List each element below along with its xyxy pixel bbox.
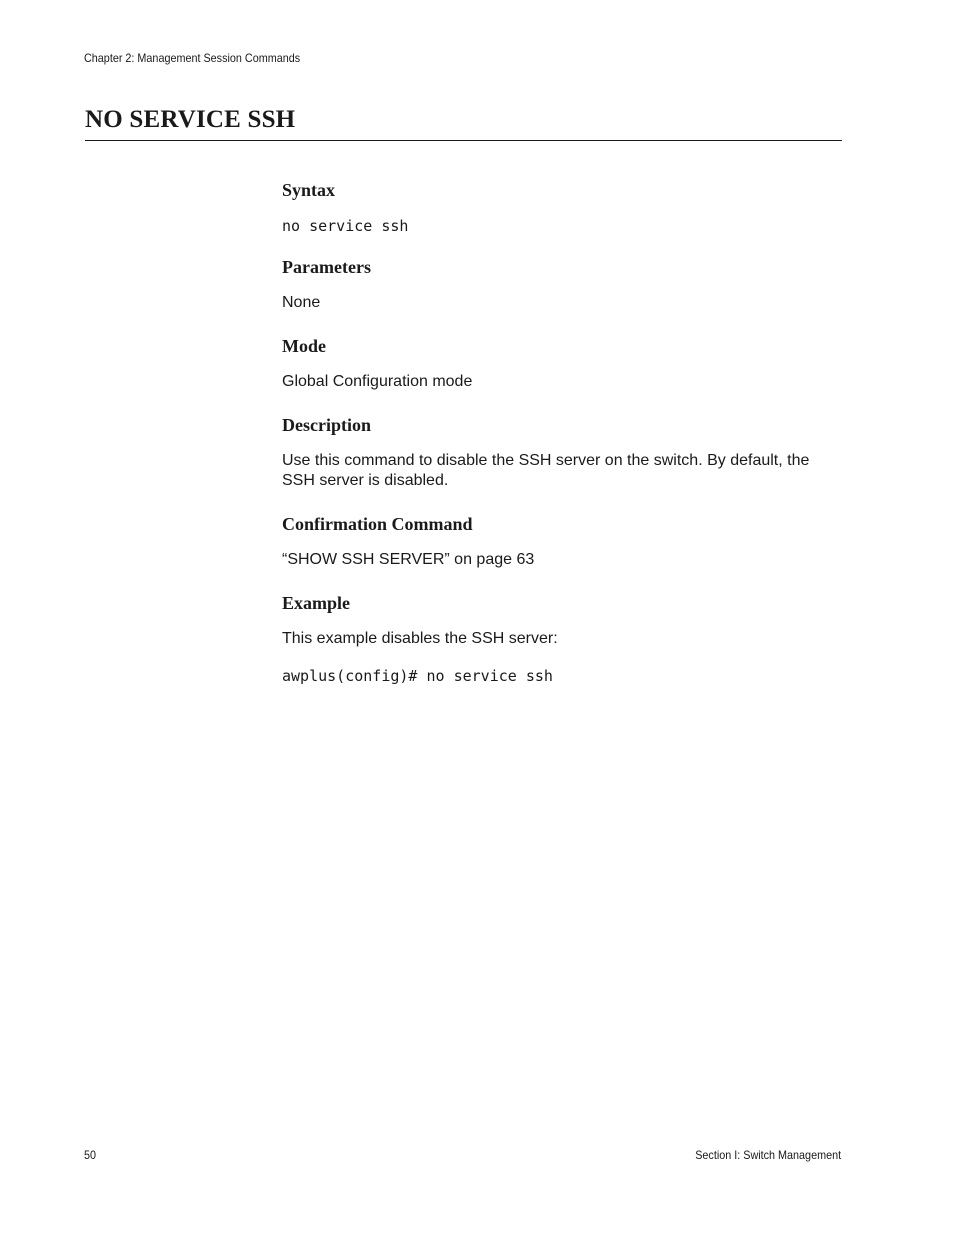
syntax-heading: Syntax — [282, 180, 336, 200]
syntax-code: no service ssh — [282, 217, 409, 235]
parameters-text: None — [282, 294, 321, 311]
mode-heading: Mode — [282, 336, 326, 356]
description-text: Use this command to disable the SSH server on the switch. By default, the SSH server is disabled. — [282, 452, 810, 489]
example-text: This example disables the SSH server: — [282, 630, 558, 647]
example-heading: Example — [282, 593, 351, 613]
command-reference-body — [282, 178, 844, 686]
running-head: Chapter 2: Management Session Commands — [84, 51, 301, 65]
confirmation-command-heading: Confirmation Command — [282, 514, 473, 534]
page-number: 50 — [84, 1148, 97, 1162]
title-rule — [85, 140, 842, 141]
confirmation-command-link[interactable]: “SHOW SSH SERVER” on page 63 — [282, 551, 535, 568]
mode-text: Global Configuration mode — [282, 373, 473, 390]
page-title: NO SERVICE SSH — [85, 106, 296, 133]
running-foot: Section I: Switch Management — [695, 1148, 841, 1162]
description-heading: Description — [282, 415, 371, 435]
parameters-heading: Parameters — [282, 257, 371, 277]
example-code: awplus(config)# no service ssh — [282, 667, 553, 685]
